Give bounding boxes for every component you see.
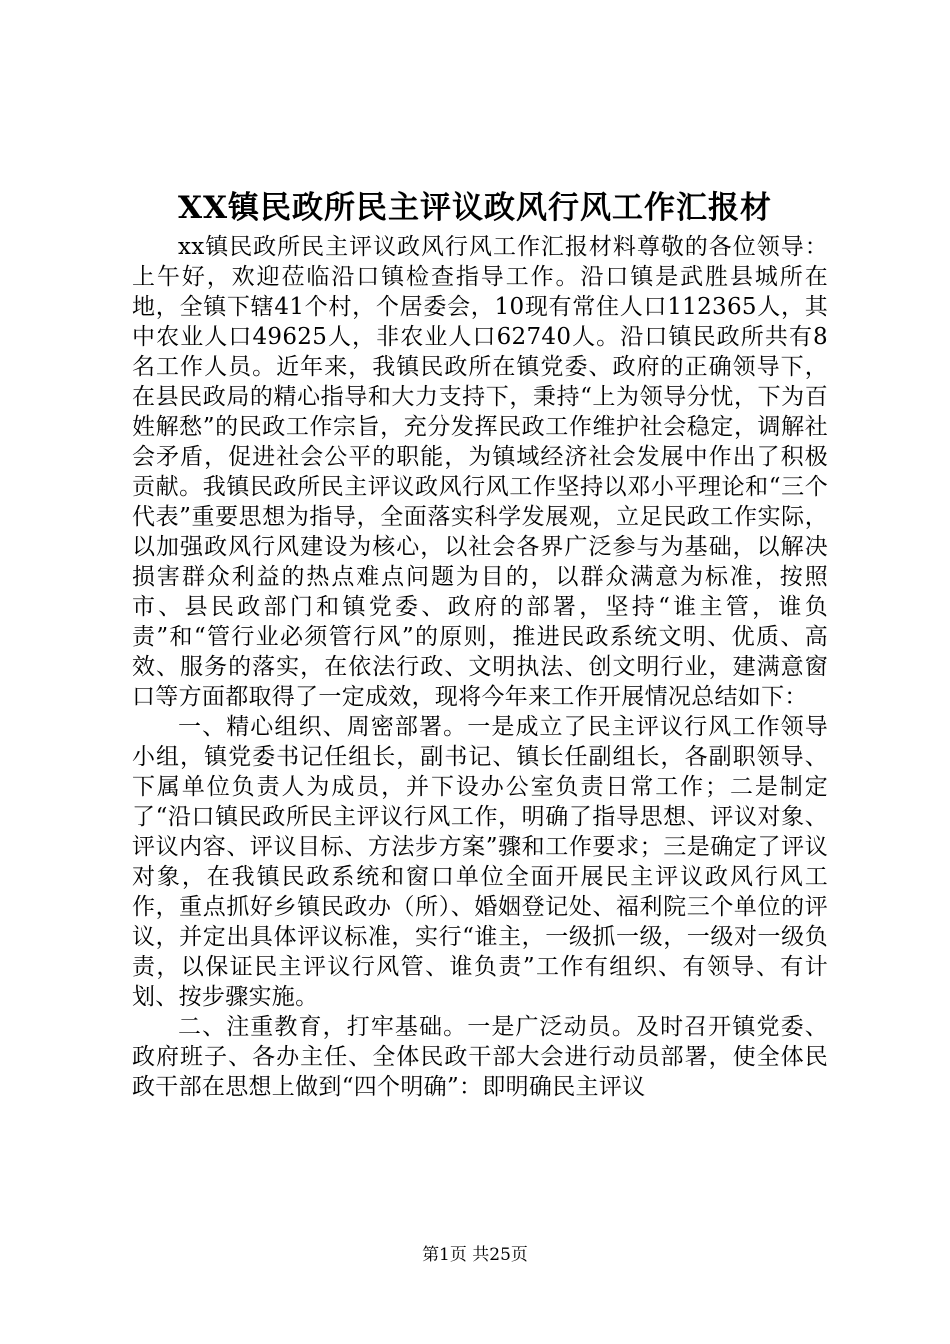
page-number-footer: 第1页 共25页	[422, 1245, 528, 1265]
paragraph-intro: xx镇民政所民主评议政风行风工作汇报材料尊敬的各位领导：上午好，欢迎莅临沿口镇检查指导工作。沿口镇是武胜县城所在地，全镇下辖41个村，个居委会，10现有常住人口112365人，其中农业人口49625人，非农业人口62740人。沿口镇民政所共有8名工作人员。近年来，我镇民政所在镇党委、政府的正确领导下，在县民政局的精心指导和大力支持下，秉持“上为领导分忧，下为百姓解愁”的民政工作宗旨，充分发挥民政工作维护社会稳定，调解社会矛盾，促进社会公平的职能，为镇域经济社会发展中作出了积极贡献。我镇民政所民主评议政风行风工作坚持以邓小平理论和“三个代表”重要思想为指导，全面落实科学发展观，立足民政工作实际，以加强政风行风建设为核心，以社会各界广泛参与为基础，以解决损害群众利益的热点难点问题为目的，以群众满意为标准，按照市、县民政部门和镇党委、政府的部署，坚持“谁主管，谁负责”和“管行业必须管行风”的原则，推进民政系统文明、优质、高效、服务的落实，在依法行政、文明执法、创文明行业，建满意窗口等方面都取得了一定成效，现将今年来工作开展情况总结如下：	[132, 234, 828, 710]
document-title: XX镇民政所民主评议政风行风工作汇报材	[177, 190, 773, 226]
paragraph-section-1: 一、精心组织、周密部署。一是成立了民主评议行风工作领导小组，镇党委书记任组长，副书记、镇长任副组长，各副职领导、下属单位负责人为成员，并下设办公室负责日常工作；二是制定了“沿口镇民政所民主评议行风工作，明确了指导思想、评议对象、评议内容、评议目标、方法步方案”骤和工作要求；三是确定了评议对象，在我镇民政系统和窗口单位全面开展民主评议政风行风工作，重点抓好乡镇民政办（所）、婚姻登记处、福利院三个单位的评议，并定出具体评议标准，实行“谁主，一级抓一级，一级对一级负责，以保证民主评议行风管、谁负责”工作有组织、有领导、有计划、按步骤实施。	[132, 714, 828, 1010]
paragraph-section-2: 二、注重教育，打牢基础。一是广泛动员。及时召开镇党委、政府班子、各办主任、全体民政干部大会进行动员部署，使全体民政干部在思想上做到“四个明确”：即明确民主评议	[132, 1014, 828, 1100]
document-body	[132, 232, 828, 1102]
